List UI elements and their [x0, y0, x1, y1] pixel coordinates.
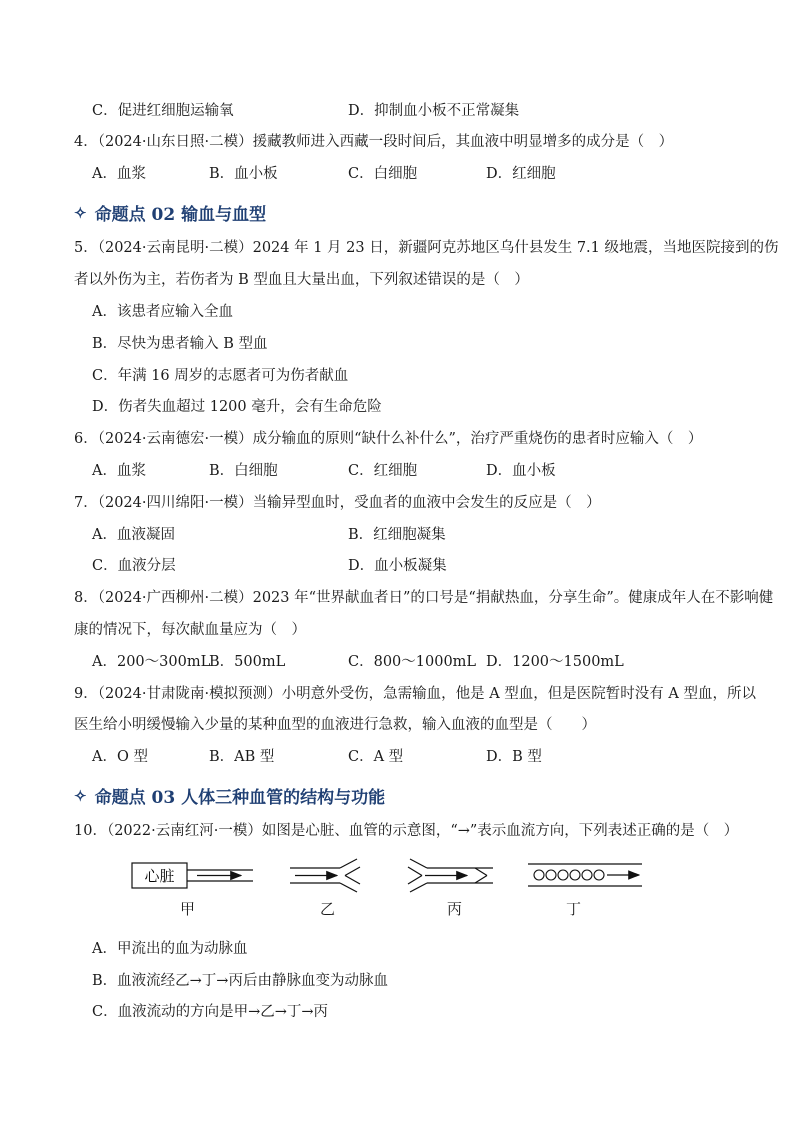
q9-option-c: C．A 型 — [348, 749, 404, 765]
q8-stem-line2: 康的情况下，每次献血量应为（ ） — [74, 622, 306, 638]
q5-stem-line2: 者以外伤为主，若伤者为 B 型血且大量出血，下列叙述错误的是（ ） — [74, 272, 529, 288]
q9-option-d: D．B 型 — [486, 749, 542, 765]
diagram-jia — [132, 863, 253, 888]
q4-stem: 4．（2024·山东日照·二模）援藏教师进入西藏一段时间后，其血液中明显增多的成分是（ ） — [74, 134, 674, 150]
figure-label-ding: 丁 — [566, 900, 582, 918]
q9-option-a: A．O 型 — [92, 749, 148, 765]
q4-option-c: C．白细胞 — [348, 166, 418, 182]
q10-option-c: C．血液流动的方向是甲→乙→丁→丙 — [92, 1004, 329, 1020]
q5-stem-line1: 5．（2024·云南昆明·二模）2024 年 1 月 23 日，新疆阿克苏地区乌什县发生 7.1 级地震，当地医院接到的伤 — [74, 240, 779, 256]
q9-option-b: B．AB 型 — [209, 749, 275, 765]
q6-option-d: D．血小板 — [486, 463, 556, 479]
q4-option-b: B．血小板 — [209, 166, 278, 182]
diagram-yi — [290, 859, 360, 892]
q8-option-d: D．1200～1500mL — [486, 654, 624, 670]
figure-label-jia: 甲 — [180, 900, 196, 918]
q5-option-c: C．年满 16 周岁的志愿者可为伤者献血 — [92, 368, 349, 384]
q4-option-a: A．血浆 — [92, 166, 146, 182]
q7-stem: 7．（2024·四川绵阳·一模）当输异型血时，受血者的血液中会发生的反应是（ ） — [74, 495, 601, 511]
q6-stem: 6．（2024·云南德宏·一模）成分输血的原则“缺什么补什么”，治疗严重烧伤的患者时应输入（ ） — [74, 431, 703, 447]
q6-option-c: C．红细胞 — [348, 463, 418, 479]
sparkle-icon: ✧ — [74, 203, 87, 222]
q5-option-b: B．尽快为患者输入 B 型血 — [92, 336, 268, 352]
figure-label-bing: 丙 — [447, 900, 463, 918]
q5-option-d: D．伤者失血超过 1200 毫升，会有生命危险 — [92, 399, 382, 415]
q6-option-a: A．血浆 — [92, 463, 146, 479]
figure-label-yi: 乙 — [320, 900, 336, 918]
q3-option-c: C．促进红细胞运输氧 — [92, 103, 234, 119]
q8-option-a: A．200～300mL — [92, 654, 211, 670]
q10-stem: 10．（2022·云南红河·一模）如图是心脏、血管的示意图，“→”表示血流方向，下列表述正确的是（ ） — [74, 823, 739, 839]
q6-option-b: B．白细胞 — [209, 463, 278, 479]
sparkle-icon: ✧ — [74, 786, 87, 805]
q8-option-b: B．500mL — [209, 654, 286, 670]
q7-option-b: B．红细胞凝集 — [348, 527, 446, 543]
diagram-ding — [528, 864, 642, 886]
q10-option-b: B．血液流经乙→丁→丙后由静脉血变为动脉血 — [92, 973, 388, 989]
q4-option-d: D．红细胞 — [486, 166, 556, 182]
q7-option-a: A．血液凝固 — [92, 527, 175, 543]
diagram-bing — [408, 859, 493, 892]
q7-option-c: C．血液分层 — [92, 558, 176, 574]
section-title: 命题点 02 输血与血型 — [94, 205, 267, 225]
q9-stem-line1: 9．（2024·甘肃陇南·模拟预测）小明意外受伤，急需输血，他是 A 型血，但是医院暂时没有 A 型血，所以 — [74, 686, 756, 702]
heart-label: 心脏 — [144, 867, 175, 885]
section-heading-02 — [74, 200, 266, 225]
q9-stem-line2: 医生给小明缓慢输入少量的某种血型的血液进行急救，输入血液的血型是（ ） — [74, 717, 596, 733]
section-title: 命题点 03 人体三种血管的结构与功能 — [94, 788, 386, 808]
q5-option-a: A．该患者应输入全血 — [92, 304, 233, 320]
section-heading-03 — [74, 783, 385, 808]
q8-option-c: C．800～1000mL — [348, 654, 477, 670]
q10-option-a: A．甲流出的血为动脉血 — [92, 941, 248, 957]
q7-option-d: D．血小板凝集 — [348, 558, 447, 574]
q8-stem-line1: 8．（2024·广西柳州·二模）2023 年“世界献血者日”的口号是“捐献热血，分享生命”。健康成年人在不影响健 — [74, 590, 774, 606]
q3-option-d: D．抑制血小板不正常凝集 — [348, 103, 520, 119]
